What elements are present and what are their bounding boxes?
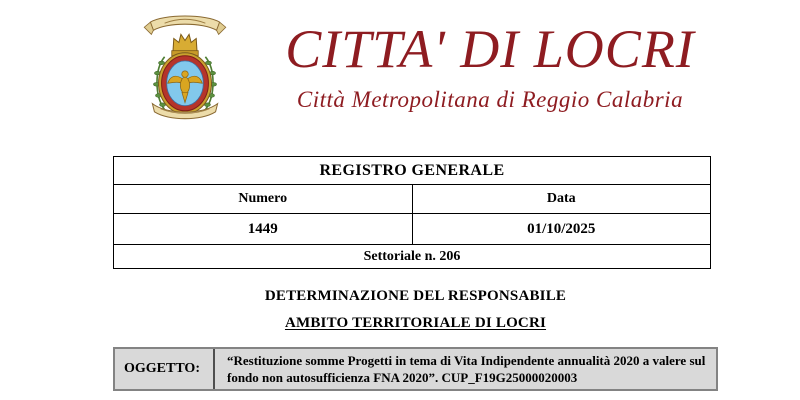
data-header: Data [412, 185, 711, 214]
table-row [114, 157, 711, 185]
table-row [114, 185, 711, 214]
registro-generale-table [113, 156, 711, 269]
document-header [220, 20, 760, 113]
coat-of-arms-icon [142, 14, 228, 122]
settoriale-value: Settoriale n. 206 [114, 245, 711, 269]
page-title: CITTA' DI LOCRI [285, 19, 695, 79]
numero-header: Numero [114, 185, 413, 214]
data-value: 01/10/2025 [412, 214, 711, 245]
oggetto-label: OGGETTO: [115, 349, 215, 389]
locri-crest-svg [142, 14, 228, 122]
page-subtitle: Città Metropolitana di Reggio Calabria [296, 87, 684, 112]
table-row [114, 214, 711, 245]
oggetto-box [113, 347, 718, 391]
registro-title: REGISTRO GENERALE [114, 157, 711, 185]
oggetto-text: “Restituzione somme Progetti in tema di Vita Indipendente annualità 2020 a valere sul fondo non autosufficienza FNA 2020”. CUP_F19G25000020003 [227, 353, 706, 385]
heading-determinazione: DETERMINAZIONE DEL RESPONSABILE [264, 288, 567, 304]
numero-value: 1449 [114, 214, 413, 245]
heading-ambito-territoriale: AMBITO TERRITORIALE DI LOCRI [284, 315, 547, 331]
table-row [114, 245, 711, 269]
